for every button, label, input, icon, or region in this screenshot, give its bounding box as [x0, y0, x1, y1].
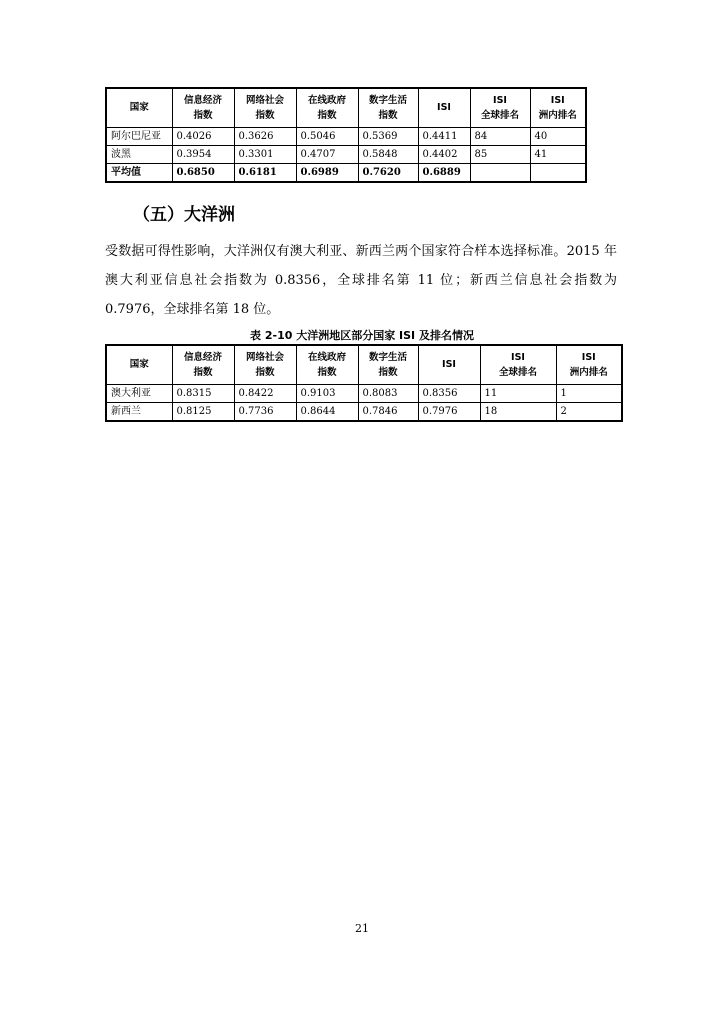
- table-cell: 2: [556, 403, 622, 422]
- table-cell: 0.4402: [418, 146, 470, 164]
- table-cell: 0.4026: [172, 128, 234, 146]
- table-cell: 0.9103: [296, 385, 358, 403]
- table-caption: 表 2-10 大洋洲地区部分国家 ISI 及排名情况: [250, 329, 474, 342]
- header-country: 国家: [106, 345, 172, 385]
- header-info-economy: 信息经济 指数: [172, 345, 234, 385]
- table-cell: 41: [530, 146, 586, 164]
- header-network-society: 网络社会 指数: [234, 345, 296, 385]
- table-cell: 0.4411: [418, 128, 470, 146]
- table-cell: 0.3301: [234, 146, 296, 164]
- table-cell: 0.8644: [296, 403, 358, 422]
- header-digital-life: 数字生活 指数: [358, 345, 418, 385]
- table-row: [106, 403, 622, 422]
- table-cell: 0.8315: [172, 385, 234, 403]
- table-row: [106, 128, 586, 146]
- table-cell: 11: [480, 385, 556, 403]
- table-cell: 阿尔巴尼亚: [106, 128, 172, 146]
- section-heading: （五）大洋洲: [133, 205, 235, 225]
- table-cell: [470, 164, 530, 183]
- body-paragraph: 受数据可得性影响，大洋洲仅有澳大利亚、新西兰两个国家符合样本选择标准。2015 年澳大利亚信息社会指数为 0.8356，全球排名第 11 位；新西兰信息社会指数为 0.7976，全球排名第 18 位。: [105, 244, 617, 317]
- table-header-row: [106, 345, 622, 385]
- table-cell: 0.4707: [296, 146, 358, 164]
- header-network-society: 网络社会 指数: [234, 88, 296, 128]
- table-cell: [530, 164, 586, 183]
- table-cell: 0.8125: [172, 403, 234, 422]
- header-isi: ISI: [418, 88, 470, 128]
- table-cell: 0.6989: [296, 164, 358, 183]
- ranking-table-oceania: [105, 344, 623, 422]
- average-row: [106, 164, 586, 183]
- table-cell: 0.7620: [358, 164, 418, 183]
- header-online-government: 在线政府 指数: [296, 88, 358, 128]
- table-cell: 澳大利亚: [106, 385, 172, 403]
- table-cell: 0.8083: [358, 385, 418, 403]
- table-cell: 0.6850: [172, 164, 234, 183]
- header-global-rank: ISI 全球排名: [470, 88, 530, 128]
- table-cell: 0.8422: [234, 385, 296, 403]
- header-online-government: 在线政府 指数: [296, 345, 358, 385]
- header-isi: ISI: [418, 345, 480, 385]
- table-cell: 0.6181: [234, 164, 296, 183]
- table-row: [106, 385, 622, 403]
- ranking-table-europe-tail: [105, 87, 587, 183]
- page-number: 21: [355, 922, 369, 935]
- header-continent-rank: ISI 洲内排名: [556, 345, 622, 385]
- table-cell: 0.5369: [358, 128, 418, 146]
- table-cell: 0.7976: [418, 403, 480, 422]
- table-cell: 0.6889: [418, 164, 470, 183]
- table-cell: 0.3626: [234, 128, 296, 146]
- table-header-row: [106, 88, 586, 128]
- header-info-economy: 信息经济 指数: [172, 88, 234, 128]
- table-row: [106, 146, 586, 164]
- header-country: 国家: [106, 88, 172, 128]
- header-global-rank: ISI 全球排名: [480, 345, 556, 385]
- table-cell: 84: [470, 128, 530, 146]
- table-cell: 新西兰: [106, 403, 172, 422]
- table-cell: 40: [530, 128, 586, 146]
- table-cell: 0.5848: [358, 146, 418, 164]
- table-cell: 0.5046: [296, 128, 358, 146]
- table-cell: 1: [556, 385, 622, 403]
- table-cell: 波黑: [106, 146, 172, 164]
- table-cell: 18: [480, 403, 556, 422]
- table-cell: 0.3954: [172, 146, 234, 164]
- header-digital-life: 数字生活 指数: [358, 88, 418, 128]
- table-cell: 0.7736: [234, 403, 296, 422]
- table-cell: 85: [470, 146, 530, 164]
- table-cell: 平均值: [106, 164, 172, 183]
- table-cell: 0.8356: [418, 385, 480, 403]
- table-cell: 0.7846: [358, 403, 418, 422]
- header-continent-rank: ISI 洲内排名: [530, 88, 586, 128]
